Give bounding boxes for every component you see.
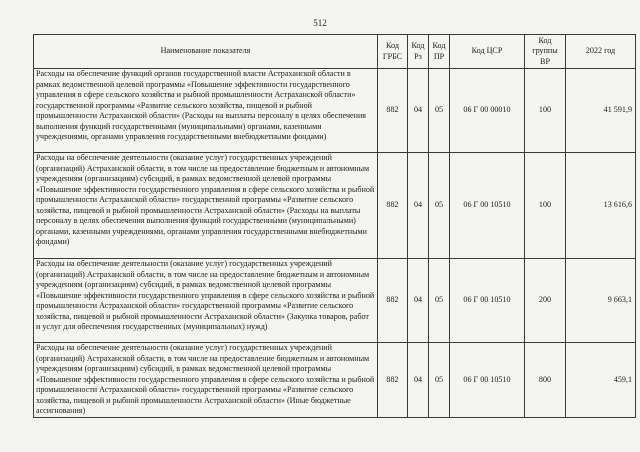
row-grbs: 882 [378,259,408,343]
row-csr: 06 Г 00 10510 [450,343,525,418]
row-amount: 9 663,1 [566,259,636,343]
row-pr: 05 [429,343,450,418]
header-pr: Код ПР [429,35,450,69]
header-row [34,35,636,69]
row-vr: 800 [525,343,566,418]
row-name: Расходы на обеспечение деятельности (оказание услуг) государственных учреждений (организаций) Астраханской области, в том числе на предоставление бюджетным и автономным учреждениям (организациям) субсидий, в рамках ведомственной целевой программы «Повышение эффективности государственного управления в сфере сельского хозяйства и рыбной промышленности Астраханской области» государственной программы «Развитие сельского хозяйства, пищевой и рыбной промышленности Астраханской области» (Расходы на выплаты персоналу в целях обеспечения выполнения функций государственными (муниципальными) органами, казенными учреждениями, органами управления государственными внебюджетными фондами) [34,153,378,259]
row-amount: 41 591,9 [566,69,636,153]
budget-table [33,34,636,418]
header-grbs: Код ГРБС [378,35,408,69]
row-amount: 13 616,6 [566,153,636,259]
row-csr: 06 Г 00 00010 [450,69,525,153]
header-rz: Код Рз [408,35,429,69]
row-rz: 04 [408,259,429,343]
table-row [34,259,636,343]
row-grbs: 882 [378,153,408,259]
row-pr: 05 [429,69,450,153]
row-name: Расходы на обеспечение деятельности (оказание услуг) государственных учреждений (организаций) Астраханской области, в том числе на предоставление бюджетным и автономным учреждениям (организациям) субсидий, в рамках ведомственной целевой программы «Повышение эффективности государственного управления в сфере сельского хозяйства и рыбной промышленности Астраханской области» государственной программы «Развитие сельского хозяйства, пищевой и рыбной промышленности Астраханской области» (Иные бюджетные ассигнования) [34,343,378,418]
row-grbs: 882 [378,69,408,153]
row-pr: 05 [429,153,450,259]
row-rz: 04 [408,69,429,153]
page-number: 512 [313,18,327,28]
row-vr: 200 [525,259,566,343]
row-rz: 04 [408,343,429,418]
row-pr: 05 [429,259,450,343]
row-grbs: 882 [378,343,408,418]
table-row [34,153,636,259]
header-name: Наименование показателя [34,35,378,69]
row-csr: 06 Г 00 10510 [450,259,525,343]
row-rz: 04 [408,153,429,259]
header-year: 2022 год [566,35,636,69]
table-row [34,343,636,418]
row-vr: 100 [525,69,566,153]
row-amount: 459,1 [566,343,636,418]
table-row [34,69,636,153]
row-csr: 06 Г 00 10510 [450,153,525,259]
row-vr: 100 [525,153,566,259]
header-csr: Код ЦСР [450,35,525,69]
row-name: Расходы на обеспечение деятельности (оказание услуг) государственных учреждений (организаций) Астраханской области, в том числе на предоставление бюджетным и автономным учреждениям (организациям) субсидий, в рамках ведомственной целевой программы «Повышение эффективности государственного управления в сфере сельского хозяйства и рыбной промышленности Астраханской области» государственной программы «Развитие сельского хозяйства, пищевой и рыбной промышленности Астраханской области» (Закупка товаров, работ и услуг для обеспечения государственных (муниципальных) нужд) [34,259,378,343]
header-vr: Код группы ВР [525,35,566,69]
row-name: Расходы на обеспечение функций органов государственной власти Астраханской области в рамках ведомственной целевой программы «Повышение эффективности государственного управления в сфере сельского хозяйства и рыбной промышленности Астраханской области» государственной программы «Развитие сельского хозяйства, пищевой и рыбной промышленности Астраханской области» (Расходы на выплаты персоналу в целях обеспечения выполнения функций государственными (муниципальными) органами, казенными учреждениями, органами управления государственными внебюджетными фондами) [34,69,378,153]
